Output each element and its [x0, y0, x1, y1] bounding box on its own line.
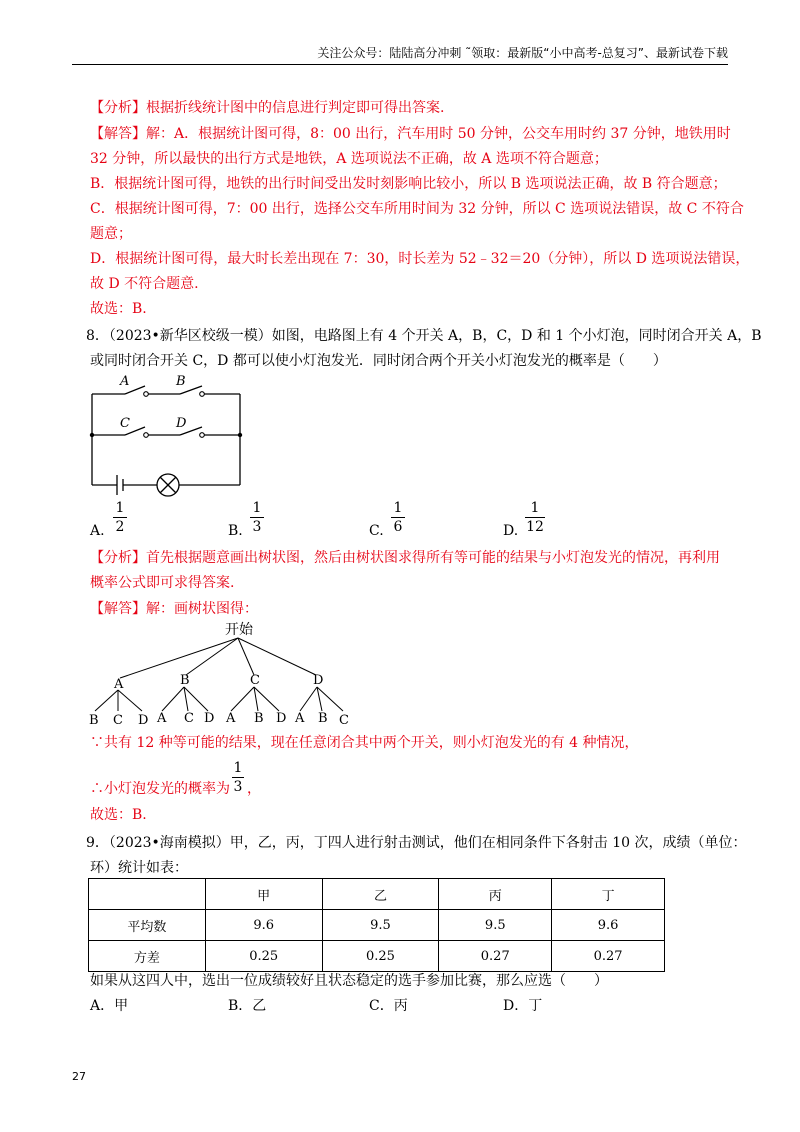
table-header-cell [89, 879, 206, 910]
probability-tree-diagram [80, 618, 370, 728]
q8-stem-line-1: 8．（2023•新华区校级一模）如图，电路图上有 4 个开关 A，B，C，D 和 1 个小灯泡，同时闭合开关 A，B [86, 328, 762, 344]
choice-numerator: 1 [115, 500, 125, 516]
tree-node: C [250, 673, 260, 688]
choice-denominator: 12 [526, 519, 544, 535]
table-cell: 0.25 [205, 941, 322, 972]
q8-therefore-text: ∴小灯泡发光的概率为 [90, 781, 230, 797]
q9-choice-a: A．甲 [90, 998, 129, 1014]
tree-leaf: B [254, 711, 264, 726]
q8-stem-line-2: 或同时闭合开关 C，D 都可以使小灯泡发光．同时闭合两个开关小灯泡发光的概率是（ ） [90, 353, 667, 369]
q9-question: 如果从这四人中，选出一位成绩较好且状态稳定的选手参加比赛，那么应选（ ） [90, 973, 608, 989]
q7-option-b-explanation: B．根据统计图可得，地铁的出行时间受出发时刻影响比较小，所以 B 选项说法正确，故 B 符合题意； [90, 176, 727, 192]
choice-denominator: 3 [252, 519, 262, 535]
q9-stem-line-1: 9．（2023•海南模拟）甲，乙，丙，丁四人进行射击测试，他们在相同条件下各射击 10 次，成绩（单位： [86, 835, 747, 851]
circuit-diagram [80, 372, 255, 502]
table-header-row [89, 879, 665, 910]
q8-because-line: ∵共有 12 种等可能的结果，现在任意闭合其中两个开关，则小灯泡发光的有 4 种情况， [90, 735, 639, 751]
page-header: 关注公众号：陆陆高分冲刺 ˜领取：最新版“小中高考-总复习”、最新试卷下载 [317, 46, 728, 60]
q7-option-d-explanation-1: D．根据统计图可得，最大时长差出现在 7：30，时长差为 52﹣32＝20（分钟），所以 D 选项说法错误， [90, 251, 750, 267]
q7-answer-line-2: 32 分钟，所以最快的出行方式是地铁，A 选项说法不正确，故 A 选项不符合题意； [90, 151, 608, 167]
q8-final-choice: 故选：B. [90, 807, 147, 823]
choice-denominator: 2 [115, 519, 125, 535]
tree-leaf: B [318, 711, 328, 726]
header-rule [72, 64, 728, 65]
choice-numerator: 1 [530, 500, 540, 516]
q9-choice-b: B．乙 [228, 998, 267, 1014]
choice-letter: C. [369, 523, 384, 539]
q7-option-d-explanation-2: 故 D 不符合题意. [90, 276, 199, 292]
q9-choice-c: C．丙 [369, 998, 408, 1014]
tree-leaf: A [295, 711, 305, 726]
choice-letter: A. [90, 523, 105, 539]
switch-a-label: A [120, 374, 130, 389]
table-cell: 9.6 [552, 910, 665, 941]
table-cell: 方差 [89, 941, 206, 972]
table-cell: 9.5 [322, 910, 439, 941]
tree-leaf: A [226, 711, 236, 726]
tree-node: B [180, 673, 190, 688]
table-header-cell: 丙 [439, 879, 552, 910]
q8-therefore-line [90, 779, 230, 799]
tree-leaf: B [89, 713, 99, 728]
score-stats-table [88, 878, 665, 972]
table-cell: 平均数 [89, 910, 206, 941]
tree-leaf: C [339, 713, 349, 728]
table-cell: 0.27 [552, 941, 665, 972]
q8-probability-tail: ， [247, 781, 261, 797]
switch-b-label: B [176, 374, 186, 389]
q8-analysis-line-1: 【分析】首先根据题意画出树状图，然后由树状图求得所有等可能的结果与小灯泡发光的情况，再利用 [90, 550, 720, 566]
q7-final-choice: 故选：B. [90, 301, 147, 317]
q7-answer-line-1: 【解答】解：A．根据统计图可得，8：00 出行，汽车用时 50 分钟，公交车用时约 37 分钟，地铁用时 [90, 126, 731, 142]
table-cell: 9.6 [205, 910, 322, 941]
switch-c-label: C [120, 416, 130, 431]
table-cell: 0.27 [439, 941, 552, 972]
probability-denominator: 3 [233, 779, 243, 795]
q8-answer-intro: 【解答】解：画树状图得： [90, 601, 258, 617]
choice-letter: D. [503, 523, 519, 539]
tree-root: 开始 [225, 622, 253, 638]
table-row [89, 941, 665, 972]
table-cell: 0.25 [322, 941, 439, 972]
choice-letter: B. [228, 523, 243, 539]
q9-choice-d: D．丁 [503, 998, 543, 1014]
q8-probability-fraction [232, 760, 244, 795]
choice-denominator: 6 [393, 519, 403, 535]
table-header-cell: 乙 [322, 879, 439, 910]
q7-option-c-explanation-2: 题意； [90, 226, 132, 242]
q8-analysis-line-2: 概率公式即可求得答案. [90, 575, 235, 591]
table-header-cell: 丁 [552, 879, 665, 910]
tree-leaf: D [276, 711, 287, 726]
tree-leaf: D [204, 711, 215, 726]
tree-leaf: D [138, 713, 149, 728]
choice-numerator: 1 [252, 500, 262, 516]
tree-leaf: A [157, 711, 167, 726]
page-number: 27 [72, 1070, 86, 1083]
tree-leaf: C [184, 711, 194, 726]
q9-stem-line-2: 环）统计如表： [90, 860, 188, 876]
tree-node: D [313, 673, 324, 688]
table-cell: 9.5 [439, 910, 552, 941]
probability-numerator: 1 [233, 760, 243, 776]
switch-d-label: D [176, 416, 187, 431]
q7-analysis: 【分析】根据折线统计图中的信息进行判定即可得出答案. [90, 100, 445, 116]
q7-option-c-explanation-1: C．根据统计图可得，7：00 出行，选择公交车所用时间为 32 分钟，所以 C 选项说法错误，故 C 不符合 [90, 201, 744, 217]
tree-node: A [114, 677, 124, 692]
table-row [89, 910, 665, 941]
table-header-cell: 甲 [205, 879, 322, 910]
tree-leaf: C [113, 713, 123, 728]
choice-numerator: 1 [393, 500, 403, 516]
